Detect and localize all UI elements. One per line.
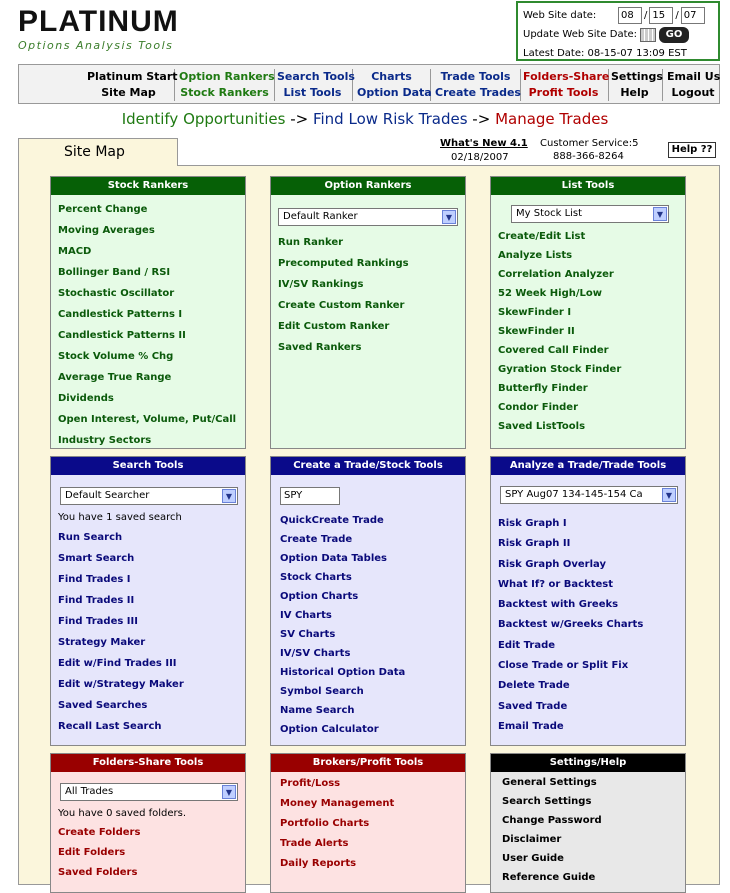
tagline-find: Find Low Risk Trades bbox=[312, 110, 468, 128]
link-daily-reports[interactable]: Daily Reports bbox=[280, 858, 357, 869]
panel-title: Folders-Share Tools bbox=[51, 754, 245, 772]
create-trade-list bbox=[271, 511, 465, 739]
link-trade-alerts[interactable]: Trade Alerts bbox=[280, 838, 349, 849]
trade-select-value: SPY Aug07 134-145-154 Ca bbox=[505, 489, 643, 500]
list-select-value: My Stock List bbox=[516, 208, 583, 219]
link-create-folders[interactable]: Create Folders bbox=[58, 827, 141, 838]
link-risk-graph-overlay[interactable]: Risk Graph Overlay bbox=[498, 558, 606, 570]
help-button[interactable]: Help ?? bbox=[668, 142, 716, 158]
link-option-data-tables[interactable]: Option Data Tables bbox=[280, 553, 387, 564]
customer-service-label: Customer Service:5 bbox=[540, 138, 639, 149]
nav-charts[interactable]: Charts bbox=[371, 70, 412, 83]
link-edit-find-trades-3[interactable]: Edit w/Find Trades III bbox=[58, 658, 177, 669]
link-profit-loss[interactable]: Profit/Loss bbox=[280, 778, 341, 789]
link-skewfinder-1[interactable]: SkewFinder I bbox=[498, 307, 572, 318]
settings-panel bbox=[490, 753, 686, 893]
panel-title: Option Rankers bbox=[271, 177, 465, 195]
link-sv-charts[interactable]: SV Charts bbox=[280, 629, 336, 640]
link-stochastic[interactable]: Stochastic Oscillator bbox=[58, 288, 175, 299]
latest-date: Latest Date: 08-15-07 13:09 EST bbox=[523, 48, 687, 59]
link-gyration[interactable]: Gyration Stock Finder bbox=[498, 364, 622, 375]
link-portfolio-charts[interactable]: Portfolio Charts bbox=[280, 818, 370, 829]
symbol-input[interactable]: SPY bbox=[280, 487, 340, 505]
brokers-panel bbox=[270, 753, 466, 893]
link-butterfly[interactable]: Butterfly Finder bbox=[498, 383, 588, 394]
list-select[interactable] bbox=[511, 205, 669, 223]
link-condor[interactable]: Condor Finder bbox=[498, 402, 579, 413]
nav-stock-rankers[interactable]: Stock Rankers bbox=[180, 86, 269, 99]
nav-col-trades bbox=[435, 69, 521, 101]
link-52-week[interactable]: 52 Week High/Low bbox=[498, 288, 602, 299]
link-ivsv-charts[interactable]: IV/SV Charts bbox=[280, 648, 351, 659]
link-candlestick-1[interactable]: Candlestick Patterns I bbox=[58, 309, 183, 320]
link-money-management[interactable]: Money Management bbox=[280, 798, 395, 809]
search-tools-panel bbox=[50, 456, 246, 746]
link-edit-folders[interactable]: Edit Folders bbox=[58, 847, 126, 858]
logo-subtitle: Options Analysis Tools bbox=[18, 39, 174, 52]
site-map-content bbox=[18, 165, 720, 885]
panel-title: Stock Rankers bbox=[51, 177, 245, 195]
link-search-settings[interactable]: Search Settings bbox=[502, 796, 592, 807]
logo bbox=[18, 6, 179, 52]
link-dividends[interactable]: Dividends bbox=[58, 393, 114, 404]
panel-title: Create a Trade/Stock Tools bbox=[271, 457, 465, 475]
nav-col-folders bbox=[523, 69, 609, 101]
tagline-manage: Manage Trades bbox=[495, 110, 609, 128]
link-user-guide[interactable]: User Guide bbox=[502, 853, 564, 864]
whats-new-date: 02/18/2007 bbox=[451, 152, 509, 163]
link-general-settings[interactable]: General Settings bbox=[502, 777, 597, 788]
nav-site-map[interactable]: Site Map bbox=[101, 86, 156, 99]
link-average-true-range[interactable]: Average True Range bbox=[58, 372, 172, 383]
link-run-search[interactable]: Run Search bbox=[58, 532, 123, 543]
link-edit-trade[interactable]: Edit Trade bbox=[498, 639, 556, 651]
calendar-icon[interactable] bbox=[640, 28, 656, 42]
nav-trade-tools[interactable]: Trade Tools bbox=[440, 70, 511, 83]
link-option-calculator[interactable]: Option Calculator bbox=[280, 724, 379, 735]
nav-settings[interactable]: Settings bbox=[611, 70, 663, 83]
folders-select-value: All Trades bbox=[65, 786, 114, 797]
panel-title: Search Tools bbox=[51, 457, 245, 475]
link-industry-sectors[interactable]: Industry Sectors bbox=[58, 435, 152, 446]
stock-rankers-list bbox=[51, 195, 245, 451]
update-date-label: Update Web Site Date: bbox=[523, 29, 638, 40]
link-quickcreate-trade[interactable]: QuickCreate Trade bbox=[280, 515, 384, 526]
nav-col-email bbox=[667, 69, 719, 101]
customer-service-phone: 888-366-8264 bbox=[553, 151, 624, 162]
link-find-trades-1[interactable]: Find Trades I bbox=[58, 574, 131, 585]
nav-col-charts bbox=[357, 69, 431, 101]
link-ivsv-rankings[interactable]: IV/SV Rankings bbox=[278, 279, 364, 290]
create-trade-panel bbox=[270, 456, 466, 746]
nav-platinum-start[interactable]: Platinum Start bbox=[87, 70, 178, 83]
link-edit-strategy-maker[interactable]: Edit w/Strategy Maker bbox=[58, 679, 184, 690]
link-name-search[interactable]: Name Search bbox=[280, 705, 355, 716]
searcher-select[interactable] bbox=[60, 487, 238, 505]
date-slash: / bbox=[644, 10, 648, 21]
nav-col-start bbox=[87, 69, 178, 101]
date-slash: / bbox=[675, 10, 679, 21]
analyze-trade-list bbox=[491, 514, 685, 737]
nav-folders-share[interactable]: Folders-Share bbox=[523, 70, 610, 83]
link-run-ranker[interactable]: Run Ranker bbox=[278, 237, 344, 248]
tagline-arrow: -> bbox=[285, 110, 313, 128]
folders-list bbox=[51, 823, 245, 883]
stock-rankers-panel bbox=[50, 176, 246, 449]
nav-col-search bbox=[277, 69, 353, 101]
link-percent-change[interactable]: Percent Change bbox=[58, 204, 148, 215]
chevron-down-icon[interactable]: ▼ bbox=[442, 210, 456, 224]
link-disclaimer[interactable]: Disclaimer bbox=[502, 834, 562, 845]
chevron-down-icon[interactable]: ▼ bbox=[662, 488, 676, 502]
ranker-select-value: Default Ranker bbox=[283, 211, 358, 222]
tab-site-map[interactable]: Site Map bbox=[18, 138, 178, 166]
nav-list-tools[interactable]: List Tools bbox=[283, 86, 342, 99]
link-correlation-analyzer[interactable]: Correlation Analyzer bbox=[498, 269, 614, 280]
link-iv-charts[interactable]: IV Charts bbox=[280, 610, 332, 621]
link-stock-volume[interactable]: Stock Volume % Chg bbox=[58, 351, 174, 362]
link-risk-graph-2[interactable]: Risk Graph II bbox=[498, 538, 571, 550]
link-recall-last-search[interactable]: Recall Last Search bbox=[58, 721, 162, 732]
folders-select[interactable] bbox=[60, 783, 238, 801]
link-covered-call[interactable]: Covered Call Finder bbox=[498, 345, 609, 356]
link-backtest-greeks[interactable]: Backtest with Greeks bbox=[498, 599, 619, 611]
panel-title: List Tools bbox=[491, 177, 685, 195]
saved-search-note: You have 1 saved search bbox=[58, 512, 182, 523]
year-input[interactable] bbox=[681, 7, 705, 24]
tagline-arrow: -> bbox=[467, 110, 496, 128]
link-open-interest[interactable]: Open Interest, Volume, Put/Call bbox=[58, 414, 237, 425]
brokers-list bbox=[271, 772, 465, 874]
main-nav bbox=[18, 64, 720, 104]
link-bollinger-rsi[interactable]: Bollinger Band / RSI bbox=[58, 267, 171, 278]
chevron-down-icon[interactable]: ▼ bbox=[653, 207, 667, 221]
panel-title: Brokers/Profit Tools bbox=[271, 754, 465, 772]
link-macd[interactable]: MACD bbox=[58, 246, 92, 257]
chevron-down-icon[interactable]: ▼ bbox=[222, 489, 236, 503]
searcher-select-value: Default Searcher bbox=[65, 490, 150, 501]
link-close-trade-split-fix[interactable]: Close Trade or Split Fix bbox=[498, 660, 629, 672]
link-smart-search[interactable]: Smart Search bbox=[58, 553, 135, 564]
link-saved-listtools[interactable]: Saved ListTools bbox=[498, 421, 586, 432]
link-analyze-lists[interactable]: Analyze Lists bbox=[498, 250, 573, 261]
link-find-trades-2[interactable]: Find Trades II bbox=[58, 595, 135, 606]
link-moving-averages[interactable]: Moving Averages bbox=[58, 225, 155, 236]
option-rankers-panel bbox=[270, 176, 466, 449]
option-rankers-list bbox=[271, 232, 465, 358]
nav-logout[interactable]: Logout bbox=[671, 86, 715, 99]
link-what-if-backtest[interactable]: What If? or Backtest bbox=[498, 578, 614, 590]
search-tools-list bbox=[51, 527, 245, 737]
link-find-trades-3[interactable]: Find Trades III bbox=[58, 616, 138, 627]
trade-select[interactable] bbox=[500, 486, 678, 504]
tagline bbox=[0, 110, 730, 128]
web-site-date-label: Web Site date: bbox=[523, 10, 597, 21]
folders-panel bbox=[50, 753, 246, 893]
link-risk-graph-1[interactable]: Risk Graph I bbox=[498, 518, 567, 529]
link-stock-charts[interactable]: Stock Charts bbox=[280, 572, 352, 583]
nav-col-settings bbox=[611, 69, 663, 101]
ranker-select[interactable] bbox=[278, 208, 458, 226]
go-button[interactable]: GO bbox=[659, 27, 689, 43]
nav-option-data[interactable]: Option Data bbox=[357, 86, 432, 99]
saved-folders-note: You have 0 saved folders. bbox=[58, 808, 187, 819]
list-tools-panel bbox=[490, 176, 686, 449]
link-change-password[interactable]: Change Password bbox=[502, 815, 602, 826]
nav-option-rankers[interactable]: Option Rankers bbox=[179, 70, 275, 83]
link-historical-option-data[interactable]: Historical Option Data bbox=[280, 667, 406, 678]
link-create-edit-list[interactable]: Create/Edit List bbox=[498, 231, 586, 242]
link-saved-searches[interactable]: Saved Searches bbox=[58, 700, 148, 711]
day-input[interactable] bbox=[649, 7, 673, 24]
nav-search-tools[interactable]: Search Tools bbox=[277, 70, 355, 83]
month-input[interactable] bbox=[618, 7, 642, 24]
list-tools-list bbox=[491, 227, 685, 436]
link-precomputed[interactable]: Precomputed Rankings bbox=[278, 258, 409, 269]
link-edit-custom-ranker[interactable]: Edit Custom Ranker bbox=[278, 321, 390, 332]
link-saved-trade[interactable]: Saved Trade bbox=[498, 700, 568, 712]
link-delete-trade[interactable]: Delete Trade bbox=[498, 680, 570, 692]
date-box bbox=[516, 1, 720, 61]
link-symbol-search[interactable]: Symbol Search bbox=[280, 686, 364, 697]
link-strategy-maker[interactable]: Strategy Maker bbox=[58, 637, 146, 648]
whats-new-link[interactable]: What's New 4.1 bbox=[440, 138, 528, 149]
link-create-custom-ranker[interactable]: Create Custom Ranker bbox=[278, 300, 405, 311]
link-saved-folders[interactable]: Saved Folders bbox=[58, 867, 138, 878]
link-option-charts[interactable]: Option Charts bbox=[280, 591, 359, 602]
link-backtest-greeks-charts[interactable]: Backtest w/Greeks Charts bbox=[498, 619, 644, 631]
panel-title: Analyze a Trade/Trade Tools bbox=[491, 457, 685, 475]
panel-title: Settings/Help bbox=[491, 754, 685, 772]
link-skewfinder-2[interactable]: SkewFinder II bbox=[498, 326, 575, 337]
nav-email-us[interactable]: Email Us bbox=[667, 70, 721, 83]
link-email-trade[interactable]: Email Trade bbox=[498, 720, 564, 732]
link-saved-rankers[interactable]: Saved Rankers bbox=[278, 342, 362, 353]
logo-name: PLATINUM bbox=[18, 5, 179, 38]
link-create-trade[interactable]: Create Trade bbox=[280, 534, 353, 545]
chevron-down-icon[interactable]: ▼ bbox=[222, 785, 236, 799]
link-candlestick-2[interactable]: Candlestick Patterns II bbox=[58, 330, 186, 341]
analyze-trade-panel bbox=[490, 456, 686, 746]
nav-help[interactable]: Help bbox=[620, 86, 649, 99]
nav-profit-tools[interactable]: Profit Tools bbox=[528, 86, 599, 99]
tagline-identify: Identify Opportunities bbox=[121, 110, 286, 128]
nav-col-rankers bbox=[179, 69, 275, 101]
nav-create-trades[interactable]: Create Trades bbox=[435, 86, 521, 99]
link-reference-guide[interactable]: Reference Guide bbox=[502, 872, 596, 883]
settings-list bbox=[491, 772, 685, 887]
